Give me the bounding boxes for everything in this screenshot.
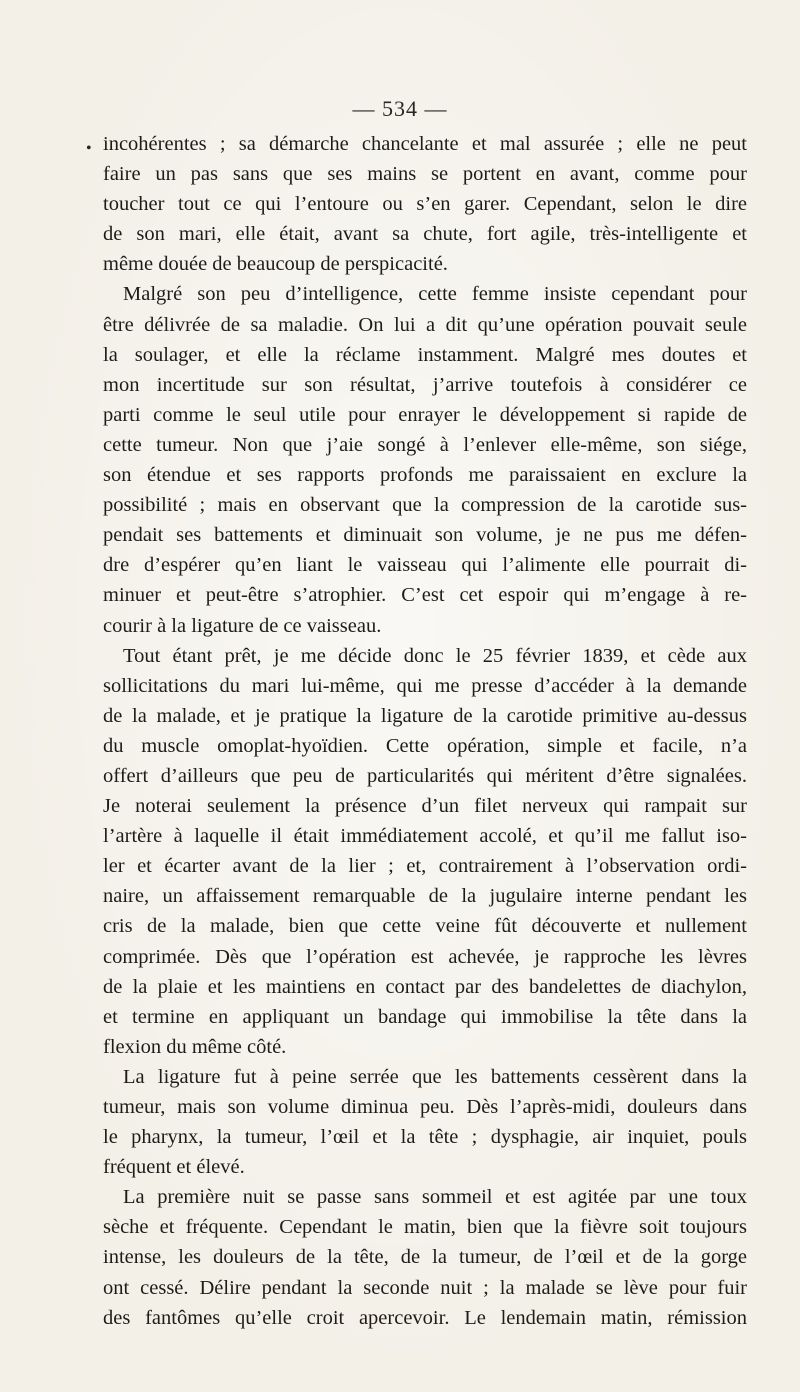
text-line: ont cessé. Délire pendant la seconde nuit ; la malade se lève pour fuir [103, 1276, 747, 1299]
text-line: être délivrée de sa maladie. On lui a dit qu’une opération pouvait seule [103, 313, 747, 336]
text-line: La première nuit se passe sans sommeil et est agitée par une toux [123, 1186, 747, 1209]
text-line: courir à la ligature de ce vaisseau. [103, 614, 382, 637]
text-line: toucher tout ce qui l’entoure ou s’en garer. Cependant, selon le dire [103, 193, 747, 216]
text-line: des fantômes qu’elle croit apercevoir. Le lendemain matin, rémission [103, 1306, 747, 1329]
text-line: faire un pas sans que ses mains se portent en avant, comme pour [103, 163, 747, 186]
text-line: minuer et peut-être s’atrophier. C’est cet espoir qui m’engage à re- [103, 584, 747, 607]
paragraph [103, 1182, 747, 1332]
text-line: comprimée. Dès que l’opération est achevée, je rapproche les lèvres [103, 945, 747, 968]
text-line: intense, les douleurs de la tête, de la tumeur, de l’œil et de la gorge [103, 1246, 747, 1269]
text-line: de son mari, elle était, avant sa chute, fort agile, très-intelligente et [103, 223, 747, 246]
text-line: mon incertitude sur son résultat, j’arrive toutefois à considérer ce [103, 373, 747, 396]
text-line: et termine en appliquant un bandage qui immobilise la tête dans la [103, 1005, 747, 1028]
text-line: fréquent et élevé. [103, 1156, 245, 1179]
text-line: son étendue et ses rapports profonds me paraissaient en exclure la [103, 464, 747, 487]
text-line: sèche et fréquente. Cependant le matin, bien que la fièvre soit toujours [103, 1216, 747, 1239]
text-line: incohérentes ; sa démarche chancelante et mal assurée ; elle ne peut [103, 133, 747, 155]
body-text [103, 129, 747, 1333]
text-line: l’artère à laquelle il était immédiatement accolé, et qu’il me fallut iso- [103, 825, 747, 848]
paragraph [103, 1062, 747, 1182]
text-line: pendait ses battements et diminuait son volume, je ne pus me défen- [103, 524, 747, 547]
text-line: Tout étant prêt, je me décide donc le 25 février 1839, et cède aux [123, 644, 747, 667]
text-line: possibilité ; mais en observant que la compression de la carotide sus- [103, 494, 747, 517]
page-number: — 534 — [352, 96, 448, 121]
text-line: le pharynx, la tumeur, l’œil et la tête ; dysphagie, air inquiet, pouls [103, 1126, 747, 1149]
text-line: Malgré son peu d’intelligence, cette femme insiste cependant pour [123, 283, 747, 306]
margin-mark: • [86, 140, 92, 157]
paragraph [103, 641, 747, 1062]
text-line: ler et écarter avant de la lier ; et, contrairement à l’observation ordi- [103, 855, 747, 878]
text-line: la soulager, et elle la réclame instamment. Malgré mes doutes et [103, 343, 747, 366]
text-line: du muscle omoplat-hyoïdien. Cette opération, simple et facile, n’a [103, 734, 747, 757]
text-line: offert d’ailleurs que peu de particularités qui méritent d’être signalées. [103, 764, 747, 787]
text-line: même douée de beaucoup de perspicacité. [103, 253, 448, 276]
paragraph [103, 129, 747, 279]
text-line: de la malade, et je pratique la ligature de la carotide primitive au-dessus [103, 704, 747, 727]
text-line: dre d’espérer qu’en liant le vaisseau qui l’alimente elle pourrait di- [103, 554, 747, 577]
text-line: La ligature fut à peine serrée que les battements cessèrent dans la [123, 1065, 747, 1088]
text-line: tumeur, mais son volume diminua peu. Dès l’après-midi, douleurs dans [103, 1096, 747, 1118]
text-line: naire, un affaissement remarquable de la jugulaire interne pendant les [103, 885, 747, 908]
text-line: cette tumeur. Non que j’aie songé à l’enlever elle-même, son siége, [103, 433, 747, 456]
text-line: sollicitations du mari lui-même, qui me presse d’accéder à la demande [103, 674, 747, 697]
paragraph [103, 279, 747, 640]
text-line: flexion du même côté. [103, 1035, 287, 1058]
text-line: de la plaie et les maintiens en contact par des bandelettes de diachylon, [103, 975, 747, 998]
text-line: parti comme le seul utile pour enrayer le développement si rapide de [103, 403, 747, 426]
text-line: cris de la malade, bien que cette veine fût découverte et nullement [103, 915, 747, 938]
text-line: Je noterai seulement la présence d’un filet nerveux qui rampait sur [103, 795, 747, 818]
